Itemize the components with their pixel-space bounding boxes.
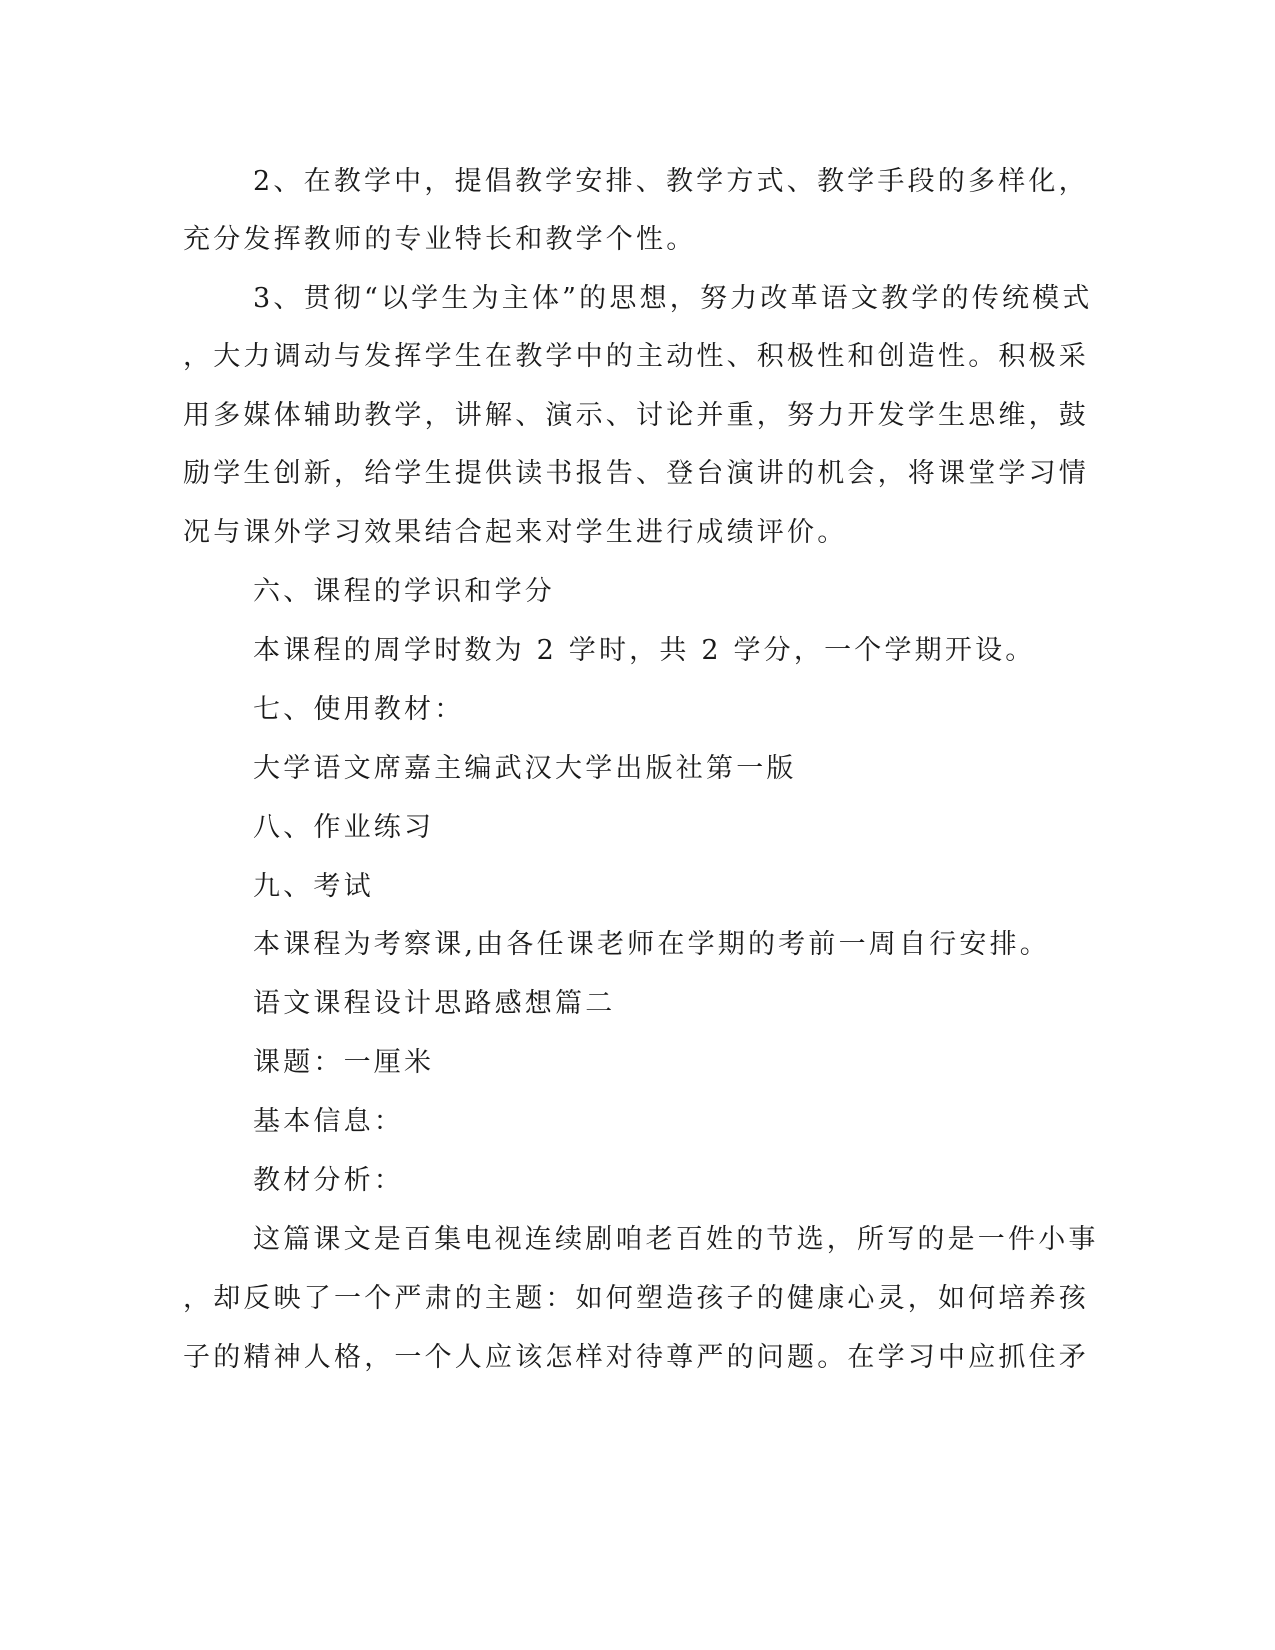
section-6-body: 本课程的周学时数为 2 学时，共 2 学分，一个学期开设。: [253, 635, 1036, 666]
article-2-title: 语文课程设计思路感想篇二: [253, 988, 616, 1019]
lesson-title: 课题：一厘米: [253, 1047, 435, 1078]
paragraph-3-line-4: 励学生创新，给学生提供读书报告、登台演讲的机会，将课堂学习情: [183, 458, 1089, 489]
analysis-line-2: ，却反映了一个严肃的主题：如何塑造孩子的健康心灵，如何培养孩: [183, 1283, 1089, 1314]
analysis-line-3: 子的精神人格，一个人应该怎样对待尊严的问题。在学习中应抓住矛: [183, 1342, 1089, 1373]
section-9-body: 本课程为考察课,由各任课老师在学期的考前一周自行安排。: [253, 929, 1050, 960]
paragraph-3-line-3: 用多媒体辅助教学，讲解、演示、讨论并重，努力开发学生思维，鼓: [183, 400, 1089, 431]
paragraph-3-line-1: 3、贯彻“以学生为主体”的思想，努力改革语文教学的传统模式: [253, 283, 1093, 314]
basic-info-heading: 基本信息：: [253, 1106, 404, 1137]
section-8-heading: 八、作业练习: [253, 812, 435, 843]
paragraph-3-line-2: ，大力调动与发挥学生在教学中的主动性、积极性和创造性。积极采: [183, 341, 1089, 372]
section-7-heading: 七、使用教材：: [253, 694, 465, 725]
paragraph-3-line-5: 况与课外学习效果结合起来对学生进行成绩评价。: [183, 517, 848, 548]
paragraph-2-line-1: 2、在教学中，提倡教学安排、教学方式、教学手段的多样化，: [253, 166, 1089, 197]
material-analysis-heading: 教材分析：: [253, 1165, 404, 1196]
section-9-heading: 九、考试: [253, 871, 374, 902]
section-7-body: 大学语文席嘉主编武汉大学出版社第一版: [253, 753, 797, 784]
paragraph-2-line-2: 充分发挥教师的专业特长和教学个性。: [183, 224, 697, 255]
section-6-heading: 六、课程的学识和学分: [253, 576, 555, 607]
analysis-line-1: 这篇课文是百集电视连续剧咱老百姓的节选，所写的是一件小事: [253, 1224, 1099, 1255]
